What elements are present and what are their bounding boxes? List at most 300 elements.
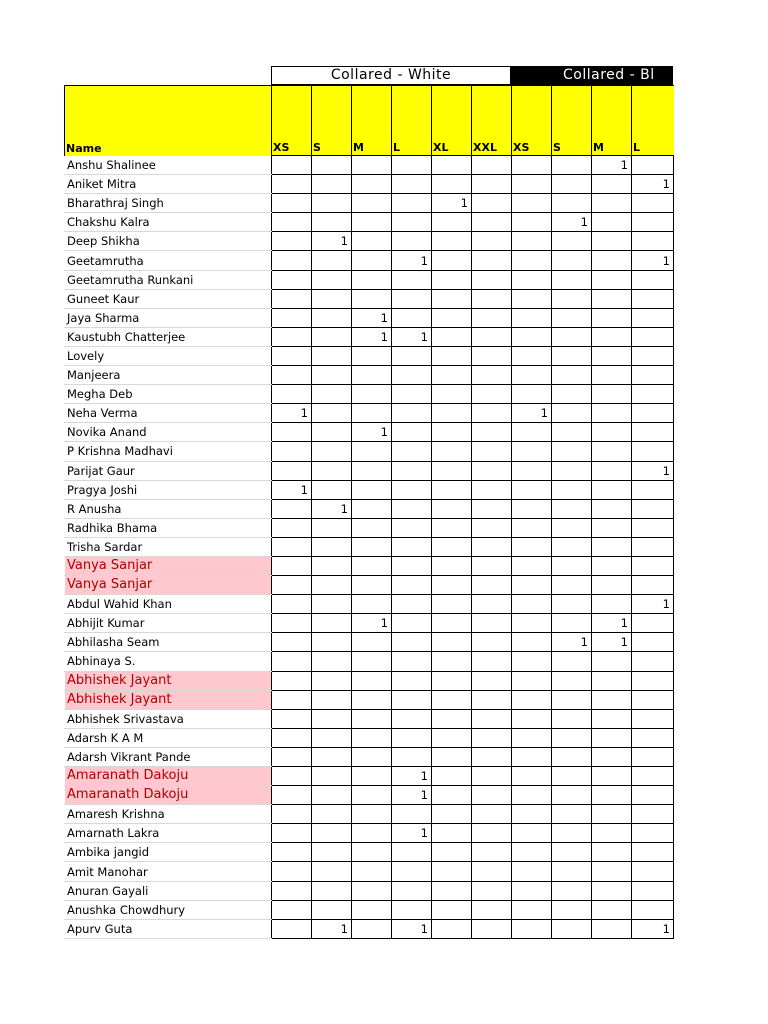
- size-count-cell[interactable]: [512, 767, 552, 786]
- size-count-cell[interactable]: [392, 805, 432, 824]
- size-count-cell[interactable]: [392, 576, 432, 595]
- size-count-cell[interactable]: [272, 767, 312, 786]
- size-count-cell[interactable]: [632, 805, 674, 824]
- size-count-cell[interactable]: [472, 786, 512, 805]
- size-count-cell[interactable]: [312, 900, 352, 919]
- size-count-cell[interactable]: [312, 614, 352, 633]
- size-count-cell[interactable]: [632, 614, 674, 633]
- size-count-cell[interactable]: [352, 576, 392, 595]
- size-count-cell[interactable]: [352, 270, 392, 289]
- size-count-cell[interactable]: [352, 461, 392, 480]
- size-count-cell[interactable]: [512, 270, 552, 289]
- size-count-cell[interactable]: [472, 327, 512, 346]
- size-count-cell[interactable]: [272, 862, 312, 881]
- size-count-cell[interactable]: [512, 556, 552, 575]
- size-count-cell[interactable]: [312, 251, 352, 270]
- size-count-cell[interactable]: [592, 194, 632, 213]
- size-count-cell[interactable]: [352, 595, 392, 614]
- size-count-cell[interactable]: [352, 728, 392, 747]
- size-count-cell[interactable]: [312, 366, 352, 385]
- size-count-cell[interactable]: [552, 881, 592, 900]
- size-count-cell[interactable]: [472, 881, 512, 900]
- size-count-cell[interactable]: [552, 709, 592, 728]
- size-count-cell[interactable]: [632, 843, 674, 862]
- name-cell[interactable]: Chakshu Kalra: [65, 213, 272, 232]
- size-count-cell[interactable]: [432, 251, 472, 270]
- size-count-cell[interactable]: [512, 366, 552, 385]
- size-count-cell[interactable]: [352, 537, 392, 556]
- name-cell[interactable]: Vanya Sanjar: [65, 576, 272, 595]
- size-count-cell[interactable]: [552, 232, 592, 251]
- size-count-cell[interactable]: [352, 747, 392, 766]
- size-count-cell[interactable]: [272, 346, 312, 365]
- size-count-cell[interactable]: [352, 900, 392, 919]
- size-count-cell[interactable]: [432, 385, 472, 404]
- size-count-cell[interactable]: [552, 251, 592, 270]
- size-count-cell[interactable]: [472, 480, 512, 499]
- size-count-cell[interactable]: [352, 767, 392, 786]
- size-count-cell[interactable]: [272, 824, 312, 843]
- size-count-cell[interactable]: [272, 156, 312, 175]
- size-count-cell[interactable]: [312, 270, 352, 289]
- size-count-cell[interactable]: [472, 862, 512, 881]
- size-count-cell[interactable]: [592, 327, 632, 346]
- size-count-cell[interactable]: [552, 767, 592, 786]
- size-count-cell[interactable]: [472, 442, 512, 461]
- size-count-cell[interactable]: [632, 213, 674, 232]
- size-count-cell[interactable]: [432, 843, 472, 862]
- size-count-cell[interactable]: [472, 728, 512, 747]
- size-count-cell[interactable]: [312, 175, 352, 194]
- size-count-cell[interactable]: [392, 270, 432, 289]
- size-count-cell[interactable]: [272, 900, 312, 919]
- size-count-cell[interactable]: [312, 346, 352, 365]
- size-count-cell[interactable]: [392, 480, 432, 499]
- size-count-cell[interactable]: 1: [632, 461, 674, 480]
- size-count-cell[interactable]: [632, 385, 674, 404]
- size-count-cell[interactable]: [632, 652, 674, 671]
- size-count-cell[interactable]: [432, 518, 472, 537]
- size-count-cell[interactable]: [512, 614, 552, 633]
- size-count-cell[interactable]: [632, 499, 674, 518]
- size-count-cell[interactable]: [352, 671, 392, 690]
- size-count-cell[interactable]: [272, 805, 312, 824]
- size-count-cell[interactable]: [432, 442, 472, 461]
- size-count-cell[interactable]: [472, 175, 512, 194]
- size-count-cell[interactable]: [632, 270, 674, 289]
- size-count-cell[interactable]: [592, 576, 632, 595]
- size-count-cell[interactable]: [632, 327, 674, 346]
- size-count-cell[interactable]: [352, 881, 392, 900]
- size-count-cell[interactable]: 1: [632, 251, 674, 270]
- size-count-cell[interactable]: [392, 175, 432, 194]
- size-count-cell[interactable]: [312, 671, 352, 690]
- size-count-cell[interactable]: [512, 595, 552, 614]
- size-count-cell[interactable]: [272, 232, 312, 251]
- size-count-cell[interactable]: [432, 232, 472, 251]
- size-count-cell[interactable]: [632, 786, 674, 805]
- name-cell[interactable]: Apurv Guta: [65, 919, 272, 938]
- size-count-cell[interactable]: [552, 289, 592, 308]
- size-count-cell[interactable]: [272, 308, 312, 327]
- size-count-cell[interactable]: [352, 556, 392, 575]
- size-count-cell[interactable]: [352, 518, 392, 537]
- size-count-cell[interactable]: [632, 308, 674, 327]
- size-count-cell[interactable]: [552, 499, 592, 518]
- size-count-cell[interactable]: [472, 270, 512, 289]
- size-count-cell[interactable]: [392, 346, 432, 365]
- size-count-cell[interactable]: [512, 385, 552, 404]
- size-count-cell[interactable]: [312, 327, 352, 346]
- size-count-cell[interactable]: [432, 327, 472, 346]
- size-count-cell[interactable]: [592, 442, 632, 461]
- size-count-cell[interactable]: [632, 194, 674, 213]
- size-count-cell[interactable]: [312, 461, 352, 480]
- size-count-cell[interactable]: [512, 423, 552, 442]
- size-count-cell[interactable]: [592, 518, 632, 537]
- size-count-cell[interactable]: [352, 919, 392, 938]
- size-count-cell[interactable]: [432, 709, 472, 728]
- size-count-cell[interactable]: [392, 881, 432, 900]
- size-count-cell[interactable]: [472, 289, 512, 308]
- name-cell[interactable]: Amarnath Lakra: [65, 824, 272, 843]
- size-count-cell[interactable]: [392, 633, 432, 652]
- size-count-cell[interactable]: [312, 843, 352, 862]
- size-count-cell[interactable]: [592, 461, 632, 480]
- size-count-cell[interactable]: [312, 213, 352, 232]
- size-count-cell[interactable]: [392, 671, 432, 690]
- name-cell[interactable]: Adarsh Vikrant Pande: [65, 747, 272, 766]
- size-count-cell[interactable]: [272, 614, 312, 633]
- size-count-cell[interactable]: [432, 404, 472, 423]
- size-count-cell[interactable]: [272, 518, 312, 537]
- size-count-cell[interactable]: [512, 900, 552, 919]
- size-count-cell[interactable]: [312, 480, 352, 499]
- size-count-cell[interactable]: [512, 671, 552, 690]
- size-count-cell[interactable]: [552, 366, 592, 385]
- size-count-cell[interactable]: [592, 786, 632, 805]
- size-count-cell[interactable]: [352, 175, 392, 194]
- size-count-cell[interactable]: [552, 537, 592, 556]
- size-count-cell[interactable]: [472, 576, 512, 595]
- size-count-cell[interactable]: [472, 595, 512, 614]
- size-count-cell[interactable]: [512, 919, 552, 938]
- size-count-cell[interactable]: [592, 480, 632, 499]
- size-count-cell[interactable]: [552, 824, 592, 843]
- size-count-cell[interactable]: [352, 633, 392, 652]
- size-count-cell[interactable]: [392, 728, 432, 747]
- size-count-cell[interactable]: [352, 805, 392, 824]
- size-count-cell[interactable]: [352, 232, 392, 251]
- size-count-cell[interactable]: [592, 919, 632, 938]
- size-count-cell[interactable]: [472, 156, 512, 175]
- size-count-cell[interactable]: [432, 747, 472, 766]
- size-count-cell[interactable]: [432, 919, 472, 938]
- size-count-cell[interactable]: [592, 232, 632, 251]
- name-cell[interactable]: Parijat Gaur: [65, 461, 272, 480]
- size-count-cell[interactable]: [472, 251, 512, 270]
- size-count-cell[interactable]: [352, 156, 392, 175]
- size-count-cell[interactable]: [352, 480, 392, 499]
- size-count-cell[interactable]: [352, 499, 392, 518]
- size-count-cell[interactable]: [312, 289, 352, 308]
- size-count-cell[interactable]: [552, 480, 592, 499]
- size-count-cell[interactable]: [512, 690, 552, 709]
- size-count-cell[interactable]: [592, 652, 632, 671]
- size-count-cell[interactable]: [552, 900, 592, 919]
- size-count-cell[interactable]: [592, 671, 632, 690]
- size-count-cell[interactable]: [352, 786, 392, 805]
- size-count-cell[interactable]: [512, 576, 552, 595]
- name-cell[interactable]: Anushka Chowdhury: [65, 900, 272, 919]
- size-count-cell[interactable]: [392, 156, 432, 175]
- size-count-cell[interactable]: [512, 442, 552, 461]
- size-count-cell[interactable]: [352, 366, 392, 385]
- size-count-cell[interactable]: [552, 747, 592, 766]
- size-count-cell[interactable]: [552, 423, 592, 442]
- size-count-cell[interactable]: [512, 251, 552, 270]
- size-count-cell[interactable]: [432, 690, 472, 709]
- size-count-cell[interactable]: [592, 385, 632, 404]
- size-count-cell[interactable]: [312, 442, 352, 461]
- size-count-cell[interactable]: [512, 709, 552, 728]
- size-count-cell[interactable]: [472, 404, 512, 423]
- size-count-cell[interactable]: [312, 690, 352, 709]
- size-count-cell[interactable]: [512, 805, 552, 824]
- size-count-cell[interactable]: [392, 518, 432, 537]
- size-count-cell[interactable]: [512, 232, 552, 251]
- name-cell[interactable]: Adarsh K A M: [65, 728, 272, 747]
- size-count-cell[interactable]: [512, 862, 552, 881]
- size-count-cell[interactable]: [312, 767, 352, 786]
- name-cell[interactable]: Pragya Joshi: [65, 480, 272, 499]
- size-count-cell[interactable]: [272, 270, 312, 289]
- size-count-cell[interactable]: [272, 881, 312, 900]
- size-count-cell[interactable]: [472, 346, 512, 365]
- size-count-cell[interactable]: 1: [512, 404, 552, 423]
- size-count-cell[interactable]: [472, 499, 512, 518]
- size-count-cell[interactable]: [392, 690, 432, 709]
- size-count-cell[interactable]: [432, 461, 472, 480]
- size-count-cell[interactable]: [632, 404, 674, 423]
- size-count-cell[interactable]: [632, 671, 674, 690]
- name-cell[interactable]: Guneet Kaur: [65, 289, 272, 308]
- name-cell[interactable]: Neha Verma: [65, 404, 272, 423]
- size-count-cell[interactable]: [312, 423, 352, 442]
- size-count-cell[interactable]: 1: [352, 614, 392, 633]
- size-count-cell[interactable]: [312, 862, 352, 881]
- size-count-cell[interactable]: [312, 556, 352, 575]
- size-count-cell[interactable]: [312, 156, 352, 175]
- name-cell[interactable]: Lovely: [65, 346, 272, 365]
- size-count-cell[interactable]: [352, 289, 392, 308]
- name-cell[interactable]: Geetamrutha Runkani: [65, 270, 272, 289]
- size-count-cell[interactable]: [272, 194, 312, 213]
- size-count-cell[interactable]: [592, 556, 632, 575]
- size-count-cell[interactable]: [632, 824, 674, 843]
- size-count-cell[interactable]: [432, 270, 472, 289]
- size-count-cell[interactable]: [392, 232, 432, 251]
- size-count-cell[interactable]: 1: [632, 175, 674, 194]
- name-cell[interactable]: Abdul Wahid Khan: [65, 595, 272, 614]
- name-cell[interactable]: Geetamrutha: [65, 251, 272, 270]
- size-count-cell[interactable]: [392, 900, 432, 919]
- size-count-cell[interactable]: [272, 728, 312, 747]
- size-count-cell[interactable]: [552, 671, 592, 690]
- size-count-cell[interactable]: [352, 843, 392, 862]
- size-count-cell[interactable]: [272, 461, 312, 480]
- size-count-cell[interactable]: [512, 480, 552, 499]
- size-count-cell[interactable]: [512, 747, 552, 766]
- size-count-cell[interactable]: [592, 767, 632, 786]
- size-count-cell[interactable]: [552, 385, 592, 404]
- size-count-cell[interactable]: [392, 556, 432, 575]
- size-count-cell[interactable]: [472, 213, 512, 232]
- size-count-cell[interactable]: [312, 652, 352, 671]
- size-count-cell[interactable]: [512, 327, 552, 346]
- size-count-cell[interactable]: 1: [392, 919, 432, 938]
- size-count-cell[interactable]: [392, 537, 432, 556]
- name-cell[interactable]: Kaustubh Chatterjee: [65, 327, 272, 346]
- size-count-cell[interactable]: [432, 156, 472, 175]
- size-count-cell[interactable]: [512, 156, 552, 175]
- size-count-cell[interactable]: [472, 767, 512, 786]
- size-count-cell[interactable]: 1: [632, 595, 674, 614]
- size-count-cell[interactable]: [432, 480, 472, 499]
- size-count-cell[interactable]: [312, 805, 352, 824]
- size-count-cell[interactable]: [472, 423, 512, 442]
- size-count-cell[interactable]: [272, 786, 312, 805]
- name-cell[interactable]: Jaya Sharma: [65, 308, 272, 327]
- size-count-cell[interactable]: [272, 366, 312, 385]
- size-count-cell[interactable]: [472, 824, 512, 843]
- size-count-cell[interactable]: [352, 709, 392, 728]
- size-count-cell[interactable]: [352, 862, 392, 881]
- size-count-cell[interactable]: [472, 385, 512, 404]
- size-count-cell[interactable]: [592, 900, 632, 919]
- size-count-cell[interactable]: [312, 518, 352, 537]
- size-count-cell[interactable]: [632, 862, 674, 881]
- size-count-cell[interactable]: [592, 747, 632, 766]
- size-count-cell[interactable]: [592, 881, 632, 900]
- size-count-cell[interactable]: [512, 194, 552, 213]
- size-count-cell[interactable]: [352, 690, 392, 709]
- size-count-cell[interactable]: 1: [392, 327, 432, 346]
- size-count-cell[interactable]: 1: [352, 423, 392, 442]
- size-count-cell[interactable]: [272, 671, 312, 690]
- size-count-cell[interactable]: [472, 518, 512, 537]
- size-count-cell[interactable]: [552, 919, 592, 938]
- size-count-cell[interactable]: [552, 614, 592, 633]
- size-count-cell[interactable]: [432, 633, 472, 652]
- size-count-cell[interactable]: [432, 767, 472, 786]
- name-cell[interactable]: Radhika Bhama: [65, 518, 272, 537]
- size-count-cell[interactable]: 1: [272, 480, 312, 499]
- size-count-cell[interactable]: [552, 690, 592, 709]
- size-count-cell[interactable]: [432, 595, 472, 614]
- size-count-cell[interactable]: [392, 385, 432, 404]
- name-cell[interactable]: Ambika jangid: [65, 843, 272, 862]
- size-count-cell[interactable]: [392, 213, 432, 232]
- size-count-cell[interactable]: [392, 747, 432, 766]
- size-count-cell[interactable]: 1: [392, 824, 432, 843]
- size-count-cell[interactable]: [592, 251, 632, 270]
- size-count-cell[interactable]: [592, 499, 632, 518]
- size-count-cell[interactable]: 1: [552, 633, 592, 652]
- size-count-cell[interactable]: [632, 556, 674, 575]
- name-cell[interactable]: Vanya Sanjar: [65, 556, 272, 575]
- size-count-cell[interactable]: [552, 308, 592, 327]
- size-count-cell[interactable]: [592, 709, 632, 728]
- size-count-cell[interactable]: [352, 213, 392, 232]
- size-count-cell[interactable]: [552, 346, 592, 365]
- size-count-cell[interactable]: [632, 690, 674, 709]
- name-cell[interactable]: Manjeera: [65, 366, 272, 385]
- size-count-cell[interactable]: [512, 518, 552, 537]
- size-count-cell[interactable]: [632, 480, 674, 499]
- size-count-cell[interactable]: [432, 786, 472, 805]
- size-count-cell[interactable]: [632, 709, 674, 728]
- size-count-cell[interactable]: [472, 919, 512, 938]
- size-count-cell[interactable]: [392, 366, 432, 385]
- size-count-cell[interactable]: [632, 576, 674, 595]
- size-count-cell[interactable]: [312, 709, 352, 728]
- size-count-cell[interactable]: [352, 251, 392, 270]
- name-cell[interactable]: Abhishek Jayant: [65, 690, 272, 709]
- size-count-cell[interactable]: [432, 614, 472, 633]
- size-count-cell[interactable]: [432, 900, 472, 919]
- size-count-cell[interactable]: [472, 652, 512, 671]
- size-count-cell[interactable]: [352, 346, 392, 365]
- name-cell[interactable]: Trisha Sardar: [65, 537, 272, 556]
- size-count-cell[interactable]: [512, 175, 552, 194]
- size-count-cell[interactable]: [632, 537, 674, 556]
- size-count-cell[interactable]: [592, 213, 632, 232]
- size-count-cell[interactable]: [552, 652, 592, 671]
- size-count-cell[interactable]: [432, 728, 472, 747]
- size-count-cell[interactable]: [272, 556, 312, 575]
- size-count-cell[interactable]: [392, 461, 432, 480]
- size-count-cell[interactable]: [552, 862, 592, 881]
- size-count-cell[interactable]: 1: [552, 213, 592, 232]
- size-count-cell[interactable]: [592, 728, 632, 747]
- size-count-cell[interactable]: [392, 423, 432, 442]
- size-count-cell[interactable]: [432, 805, 472, 824]
- size-count-cell[interactable]: [592, 404, 632, 423]
- size-count-cell[interactable]: [552, 404, 592, 423]
- size-count-cell[interactable]: [472, 671, 512, 690]
- size-count-cell[interactable]: [632, 767, 674, 786]
- size-count-cell[interactable]: 1: [432, 194, 472, 213]
- size-count-cell[interactable]: [592, 366, 632, 385]
- size-count-cell[interactable]: [272, 843, 312, 862]
- size-count-cell[interactable]: [312, 786, 352, 805]
- size-count-cell[interactable]: [552, 728, 592, 747]
- size-count-cell[interactable]: [512, 652, 552, 671]
- size-count-cell[interactable]: [432, 499, 472, 518]
- size-count-cell[interactable]: [432, 308, 472, 327]
- name-cell[interactable]: Amaresh Krishna: [65, 805, 272, 824]
- size-count-cell[interactable]: [592, 175, 632, 194]
- size-count-cell[interactable]: 1: [592, 156, 632, 175]
- size-count-cell[interactable]: [592, 824, 632, 843]
- size-count-cell[interactable]: [472, 194, 512, 213]
- name-cell[interactable]: Bharathraj Singh: [65, 194, 272, 213]
- size-count-cell[interactable]: [512, 843, 552, 862]
- size-count-cell[interactable]: [312, 194, 352, 213]
- size-count-cell[interactable]: 1: [392, 786, 432, 805]
- size-count-cell[interactable]: [312, 881, 352, 900]
